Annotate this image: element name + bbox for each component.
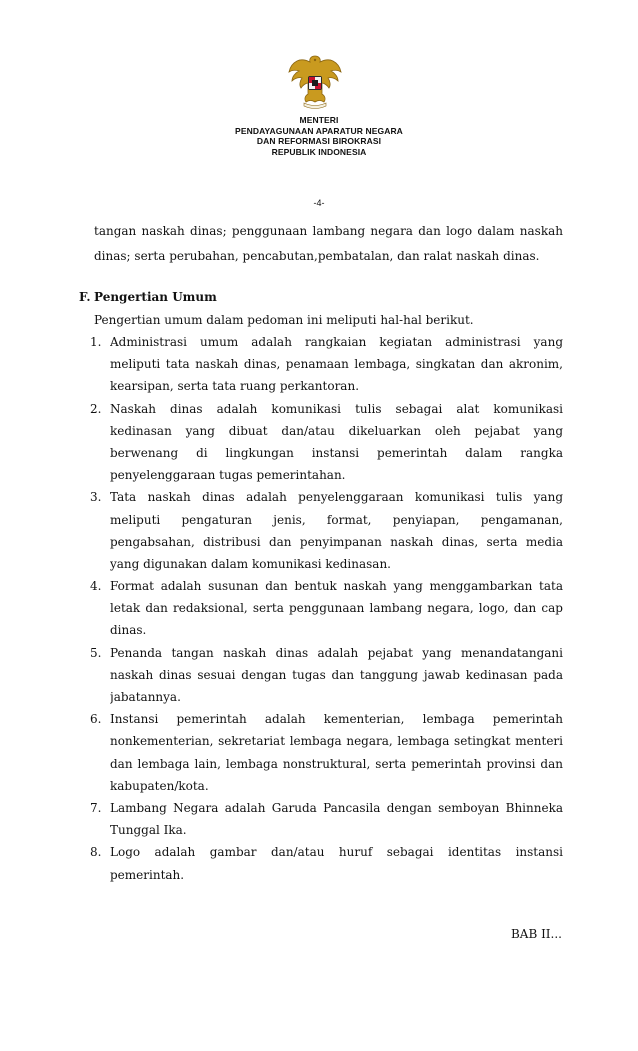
paragraph-line: tangan naskah dinas; penggunaan lambang negara dan logo dalam naskah bbox=[94, 224, 563, 238]
section-letter: F. bbox=[79, 290, 91, 304]
list-item bbox=[90, 331, 563, 398]
letterhead bbox=[0, 115, 638, 157]
list-item-line: Tata naskah dinas adalah penyelenggaraan komunikasi tulis yang bbox=[110, 490, 563, 505]
continuation-paragraph bbox=[94, 219, 563, 269]
list-item-line: letak dan redaksional, serta penggunaan lambang negara, logo, dan cap bbox=[110, 601, 563, 616]
list-item-number: 7. bbox=[90, 800, 102, 815]
list-item-line: yang digunakan dalam komunikasi kedinasan. bbox=[110, 556, 391, 571]
list-item-line: Instansi pemerintah adalah kementerian, lembaga pemerintah bbox=[110, 712, 563, 727]
list-item-line: dinas. bbox=[110, 623, 147, 638]
list-item-number: 5. bbox=[90, 645, 102, 660]
page-number: -4- bbox=[313, 198, 325, 208]
list-item-line: Administrasi umum adalah rangkaian kegiatan administrasi yang bbox=[110, 335, 563, 349]
garuda-pancasila-icon bbox=[284, 50, 346, 112]
list-item-line: pengabsahan, distribusi dan penyimpanan naskah dinas, serta media bbox=[110, 534, 563, 549]
list-item-line: naskah dinas sesuai dengan tugas dan tanggung jawab kedinasan pada bbox=[110, 667, 563, 682]
list-item-line: pemerintah. bbox=[110, 867, 185, 882]
list-item-line: meliputi pengaturan jenis, format, penyiapan, pengamanan, bbox=[110, 512, 563, 527]
list-item-number: 6. bbox=[90, 712, 102, 727]
list-item-line: kearsipan, serta tata ruang perkantoran. bbox=[110, 379, 360, 394]
letterhead-line: PENDAYAGUNAAN APARATUR NEGARA bbox=[235, 125, 403, 136]
letterhead-line: DAN REFORMASI BIROKRASI bbox=[256, 136, 382, 146]
letterhead-line: MENTERI bbox=[299, 115, 339, 125]
list-item bbox=[90, 398, 563, 487]
list-item-number: 8. bbox=[90, 845, 102, 860]
list-item bbox=[90, 575, 563, 642]
list-item-line: Format adalah susunan dan bentuk naskah yang menggambarkan tata bbox=[110, 579, 563, 594]
list-item bbox=[90, 708, 563, 797]
list-item bbox=[90, 797, 563, 841]
list-item bbox=[90, 486, 563, 575]
list-item bbox=[90, 642, 563, 709]
next-page-reference: BAB II... bbox=[510, 927, 562, 941]
letterhead-line: REPUBLIK INDONESIA bbox=[271, 146, 367, 157]
list-item-line: dan lembaga lain, lembaga nonstruktural, serta pemerintah provinsi dan bbox=[110, 756, 563, 771]
list-item-line: nonkementerian, sekretariat lembaga negara, lembaga setingkat menteri bbox=[110, 734, 563, 749]
section-title: Pengertian Umum bbox=[94, 290, 217, 304]
list-item-line: Penanda tangan naskah dinas adalah pejabat yang menandatangani bbox=[110, 645, 563, 660]
list-item-number: 1. bbox=[90, 335, 102, 349]
list-item-number: 4. bbox=[90, 579, 102, 594]
list-item-line: penyelenggaraan tugas pemerintahan. bbox=[110, 468, 346, 483]
list-item-line: Naskah dinas adalah komunikasi tulis sebagai alat komunikasi bbox=[110, 401, 563, 416]
list-item-line: Tunggal Ika. bbox=[110, 823, 187, 838]
list-item-line: Logo adalah gambar dan/atau huruf sebagai identitas instansi bbox=[110, 845, 563, 860]
list-item-line: berwenang di lingkungan instansi pemerintah dalam rangka bbox=[110, 445, 563, 460]
list-item-line: meliputi tata naskah dinas, penamaan lembaga, singkatan dan akronim, bbox=[110, 357, 563, 372]
list-item-line: Lambang Negara adalah Garuda Pancasila dengan semboyan Bhinneka bbox=[110, 800, 563, 815]
section-heading bbox=[79, 287, 217, 307]
section-intro: Pengertian umum dalam pedoman ini meliputi hal-hal berikut. bbox=[94, 313, 474, 327]
list-item-line: jabatannya. bbox=[110, 690, 181, 704]
list-item-line: kabupaten/kota. bbox=[110, 778, 209, 793]
list-item-number: 2. bbox=[90, 401, 102, 416]
paragraph-line: dinas; serta perubahan, pencabutan,pembatalan, dan ralat naskah dinas. bbox=[94, 249, 540, 263]
list-item-number: 3. bbox=[90, 490, 102, 505]
list-item bbox=[90, 841, 563, 885]
list-item-line: kedinasan yang dibuat dan/atau dikeluarkan oleh pejabat yang bbox=[110, 423, 563, 438]
definition-list bbox=[90, 331, 563, 886]
